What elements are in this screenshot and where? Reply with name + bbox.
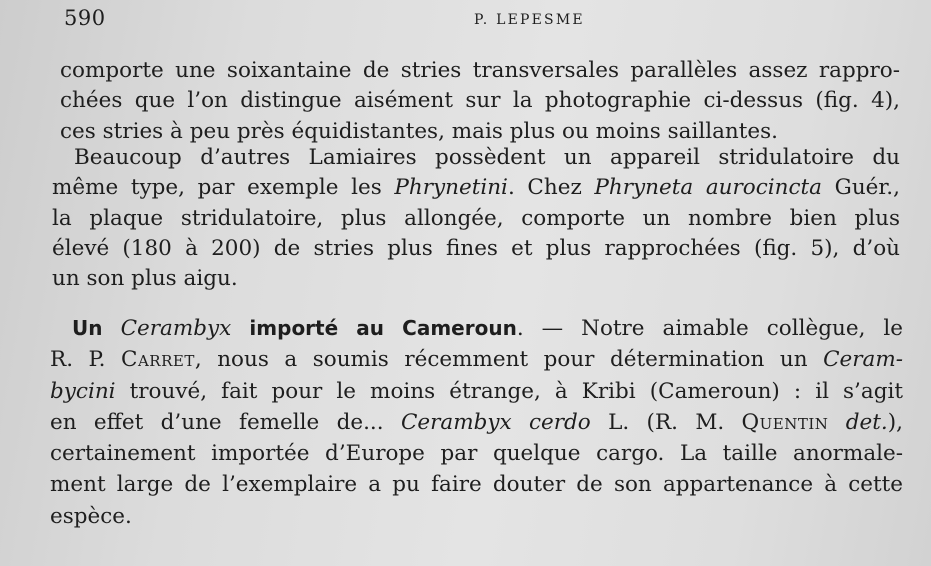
- text-line: élevé (180 à 200) de stries plus fines et plus rapprochées (fig. 5), d’où: [52, 235, 900, 261]
- taxon-name: Ceram-: [823, 347, 903, 373]
- text-run: . Chez: [507, 175, 595, 201]
- text-line: [52, 173, 900, 203]
- running-head: P. LEPESME: [474, 12, 585, 28]
- section-heading: Un: [72, 316, 121, 340]
- taxon-name: Cerambyx cerdo: [400, 409, 591, 435]
- text-line: [50, 376, 903, 407]
- determiner-abbrev: det.: [845, 409, 888, 435]
- section-heading-line: [50, 313, 903, 344]
- text-line: espèce.: [50, 503, 132, 529]
- text-line: ment large de l’exemplaire a pu faire douter de son appartenance à cette: [50, 472, 903, 498]
- text-line: [50, 407, 903, 438]
- paragraph-cerambyx-cameroun: [50, 313, 903, 532]
- taxon-name: Cerambyx: [120, 316, 232, 341]
- person-name: Carret: [121, 347, 195, 373]
- text-run: ),: [887, 409, 903, 435]
- text-line: Beaucoup d’autres Lamiaires possèdent un appareil stridulatoire du: [74, 145, 900, 170]
- section-heading: importé au Cameroun: [231, 316, 517, 340]
- text-run: Guér.,: [822, 175, 900, 201]
- text-run: en effet d’une femelle de...: [50, 409, 401, 435]
- text-run: [828, 410, 845, 435]
- paragraph-lamiaires: [52, 143, 900, 294]
- text-run: trouvé, fait pour le moins étrange, à Kribi (Cameroun) : il s’agit: [115, 378, 903, 404]
- text-line: un son plus aigu.: [52, 266, 238, 292]
- taxon-name: Phryneta aurocincta: [594, 175, 822, 201]
- page-number: 590: [64, 6, 106, 30]
- taxon-name: bycini: [50, 378, 116, 404]
- text-line: la plaque stridulatoire, plus allongée, comporte un nombre bien plus: [52, 205, 900, 231]
- text-run: même type, par exemple les: [52, 175, 395, 201]
- text-run: , nous a soumis récemment pour détermination un: [194, 347, 824, 373]
- text-line: certainement importée d’Europe par quelque cargo. La taille anormale-: [50, 441, 903, 467]
- text-line: ces stries à peu près équidistantes, mais plus ou moins saillantes.: [60, 118, 778, 144]
- text-run: L. (R. M.: [590, 409, 742, 435]
- text-run: R. P.: [50, 347, 122, 373]
- text-line: chées que l’on distingue aisément sur la photographie ci-dessus (fig. 4),: [60, 88, 900, 114]
- text-run: . — Notre aimable collègue, le: [516, 316, 903, 341]
- text-line: comporte une soixantaine de stries transversales parallèles assez rappro-: [60, 58, 900, 83]
- person-name: Quentin: [741, 409, 829, 435]
- page-header: [62, 4, 902, 34]
- text-line: [50, 344, 903, 375]
- paragraph-stridulation-continued: [60, 56, 900, 147]
- taxon-name: Phrynetini: [394, 175, 508, 201]
